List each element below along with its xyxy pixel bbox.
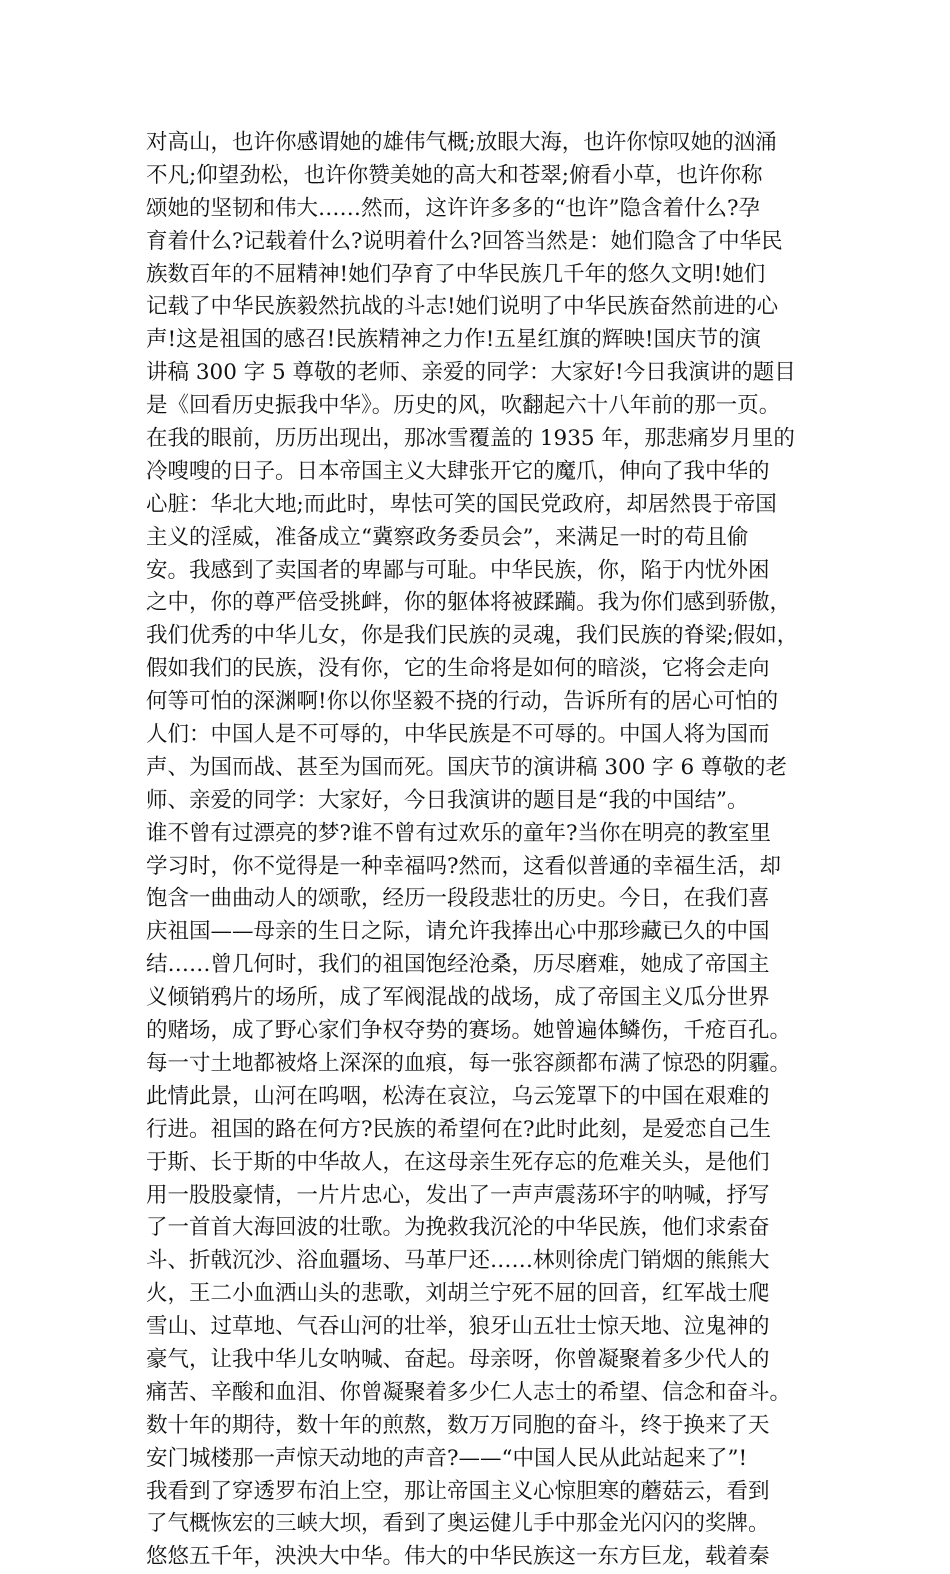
text-line: 不凡;仰望劲松，也许你赞美她的高大和苍翠;俯看小草，也许你称 bbox=[146, 162, 763, 188]
text-line: 于斯、长于斯的中华故人，在这母亲生死存忘的危难关头，是他们 bbox=[146, 1149, 770, 1175]
text-line: 庆祖国——母亲的生日之际，请允许我捧出心中那珍藏已久的中国 bbox=[146, 919, 770, 945]
text-line: 讲稿 300 字 5 尊敬的老师、亲爱的同学：大家好!今日我演讲的题目 bbox=[146, 360, 796, 386]
text-line: 安门城楼那一声惊天动地的声音?——“中国人民从此站起来了”! bbox=[146, 1445, 748, 1471]
text-line: 人们：中国人是不可辱的，中华民族是不可辱的。中国人将为国而 bbox=[146, 722, 770, 748]
text-line: 数十年的期待，数十年的煎熬，数万万同胞的奋斗，终于换来了天 bbox=[146, 1412, 770, 1438]
text-line: 悠悠五千年，泱泱大中华。伟大的中华民族这一东方巨龙，载着秦 bbox=[146, 1544, 770, 1570]
text-line: 每一寸土地都被烙上深深的血痕，每一张容颜都布满了惊恐的阴霾。 bbox=[146, 1050, 792, 1076]
text-line: 结……曾几何时，我们的祖国饱经沧桑，历尽磨难，她成了帝国主 bbox=[146, 952, 770, 978]
text-line: 行进。祖国的路在何方?民族的希望何在?此时此刻，是爱恋自己生 bbox=[146, 1116, 772, 1142]
text-line: 假如我们的民族，没有你，它的生命将是如何的暗淡，它将会走向 bbox=[146, 656, 770, 682]
text-line: 主义的淫威，准备成立“冀察政务委员会”，来满足一时的苟且偷 bbox=[146, 524, 749, 550]
text-line: 的赌场，成了野心家们争权夺势的赛场。她曾遍体鳞伤，千疮百孔。 bbox=[146, 1018, 792, 1044]
text-line: 声、为国而战、甚至为国而死。国庆节的演讲稿 300 字 6 尊敬的老 bbox=[146, 754, 788, 780]
text-line: 我们优秀的中华儿女，你是我们民族的灵魂，我们民族的脊梁;假如， bbox=[146, 623, 799, 649]
text-line: 我看到了穿透罗布泊上空，那让帝国主义心惊胆寒的蘑菇云，看到 bbox=[146, 1478, 770, 1504]
text-line: 学习时，你不觉得是一种幸福吗?然而，这看似普通的幸福生活，却 bbox=[146, 853, 782, 879]
text-line: 安。我感到了卖国者的卑鄙与可耻。中华民族，你，陷于内忧外困 bbox=[146, 557, 770, 583]
text-line: 心脏：华北大地;而此时，卑怯可笑的国民党政府，却居然畏于帝国 bbox=[146, 491, 777, 517]
text-line: 是《回看历史振我中华》。历史的风，吹翻起六十八年前的那一页。 bbox=[146, 393, 781, 419]
text-line: 之中，你的尊严倍受挑衅，你的躯体将被蹂躏。我为你们感到骄傲， bbox=[146, 590, 792, 616]
text-line: 冷嗖嗖的日子。日本帝国主义大肆张开它的魔爪，伸向了我中华的 bbox=[146, 458, 770, 484]
text-line: 豪气，让我中华儿女呐喊、奋起。母亲呀，你曾凝聚着多少代人的 bbox=[146, 1346, 770, 1372]
text-line: 痛苦、辛酸和血泪、你曾凝聚着多少仁人志士的希望、信念和奋斗。 bbox=[146, 1379, 792, 1405]
text-line: 师、亲爱的同学：大家好，今日我演讲的题目是“我的中国结”。 bbox=[146, 787, 749, 813]
text-line: 斗、折戟沉沙、浴血疆场、马革尸还……林则徐虎门销烟的熊熊大 bbox=[146, 1248, 770, 1274]
body-text bbox=[146, 127, 826, 1574]
text-line: 义倾销鸦片的场所，成了军阀混战的战场，成了帝国主义瓜分世界 bbox=[146, 985, 770, 1011]
text-line: 此情此景，山河在呜咽，松涛在哀泣，乌云笼罩下的中国在艰难的 bbox=[146, 1083, 770, 1109]
text-line: 颂她的坚韧和伟大……然而，这许许多多的“也许”隐含着什么?孕 bbox=[146, 195, 761, 221]
text-line: 声!这是祖国的感召!民族精神之力作!五星红旗的辉映!国庆节的演 bbox=[146, 327, 762, 353]
text-line: 何等可怕的深渊啊!你以你坚毅不挠的行动，告诉所有的居心可怕的 bbox=[146, 689, 779, 715]
text-line: 饱含一曲曲动人的颂歌，经历一段段悲壮的历史。今日，在我们喜 bbox=[146, 886, 770, 912]
text-line: 了气概恢宏的三峡大坝，看到了奥运健儿手中那金光闪闪的奖牌。 bbox=[146, 1511, 770, 1537]
text-line: 用一股股豪情，一片片忠心，发出了一声声震荡环宇的呐喊，抒写 bbox=[146, 1182, 770, 1208]
text-line: 火，王二小血洒山头的悲歌，刘胡兰宁死不屈的回音，红军战士爬 bbox=[146, 1281, 770, 1307]
text-line: 雪山、过草地、气吞山河的壮举，狼牙山五壮士惊天地、泣鬼神的 bbox=[146, 1314, 770, 1340]
text-line: 育着什么?记载着什么?说明着什么?回答当然是：她们隐含了中华民 bbox=[146, 228, 783, 254]
text-line: 记载了中华民族毅然抗战的斗志!她们说明了中华民族奋然前进的心 bbox=[146, 294, 779, 320]
text-line: 对高山，也许你感谓她的雄伟气概;放眼大海，也许你惊叹她的汹涌 bbox=[146, 130, 777, 155]
text-line: 了一首首大海回波的壮歌。为挽救我沉沦的中华民族，他们求索奋 bbox=[146, 1215, 770, 1241]
text-line: 谁不曾有过漂亮的梦?谁不曾有过欢乐的童年?当你在明亮的教室里 bbox=[146, 820, 772, 846]
text-line: 在我的眼前，历历出现出，那冰雪覆盖的 1935 年，那悲痛岁月里的 bbox=[146, 426, 795, 452]
text-line: 族数百年的不屈精神!她们孕育了中华民族几千年的悠久文明!她们 bbox=[146, 261, 766, 287]
